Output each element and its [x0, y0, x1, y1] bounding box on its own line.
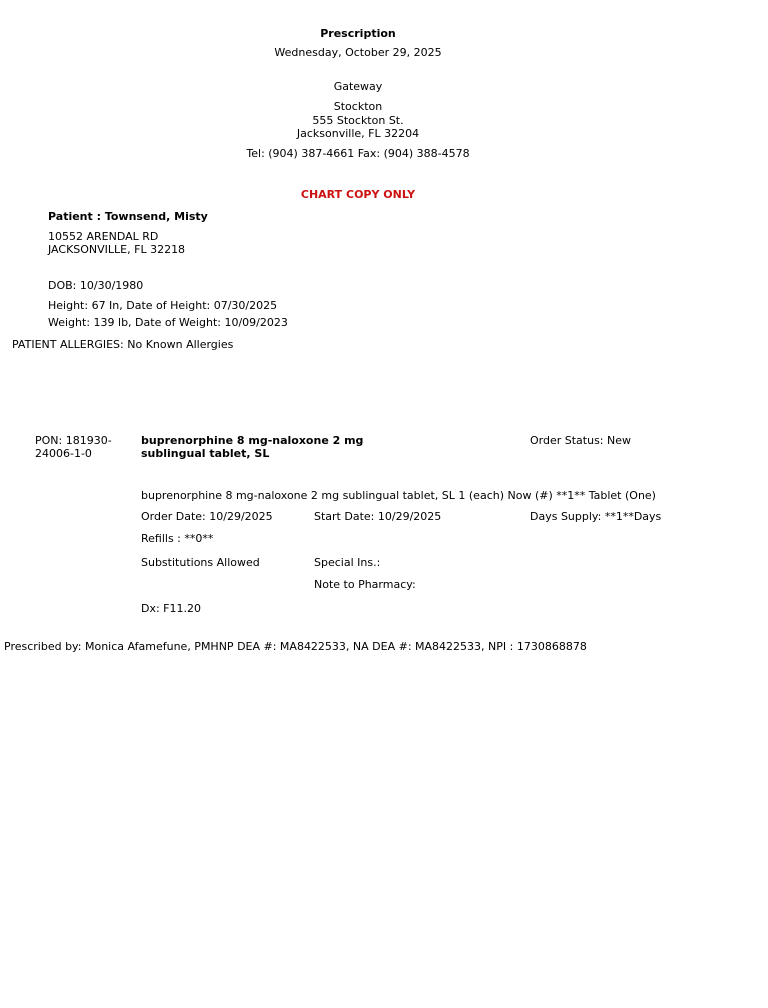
order-status: Order Status: New	[530, 434, 632, 447]
pon-number-line1: PON: 181930-	[35, 434, 112, 447]
diagnosis: Dx: F11.20	[141, 602, 202, 615]
patient-address-line2: JACKSONVILLE, FL 32218	[48, 243, 186, 256]
facility-phone: Tel: (904) 387-4661 Fax: (904) 388-4578	[246, 147, 470, 160]
patient-allergies: PATIENT ALLERGIES: No Known Allergies	[12, 338, 234, 351]
drug-name-line1: buprenorphine 8 mg-naloxone 2 mg	[141, 434, 364, 447]
patient-address-line1: 10552 ARENDAL RD	[48, 230, 159, 243]
substitutions: Substitutions Allowed	[141, 556, 260, 569]
document-date: Wednesday, October 29, 2025	[274, 46, 442, 59]
start-date: Start Date: 10/29/2025	[314, 510, 442, 523]
order-date: Order Date: 10/29/2025	[141, 510, 273, 523]
facility-street: 555 Stockton St.	[312, 114, 404, 127]
facility-city: Jacksonville, FL 32204	[296, 127, 420, 140]
patient-dob: DOB: 10/30/1980	[48, 279, 144, 292]
sig-text: buprenorphine 8 mg-naloxone 2 mg sublingual tablet, SL 1 (each) Now (#) **1** Tablet (One)	[141, 489, 656, 502]
patient-weight: Weight: 139 lb, Date of Weight: 10/09/2023	[48, 316, 288, 329]
refills: Refills : **0**	[141, 532, 214, 545]
note-to-pharmacy: Note to Pharmacy:	[314, 578, 416, 591]
pon-number-line2: 24006-1-0	[35, 447, 92, 460]
facility-location: Stockton	[333, 100, 383, 113]
drug-name-line2: sublingual tablet, SL	[141, 447, 270, 460]
patient-height: Height: 67 In, Date of Height: 07/30/2025	[48, 299, 278, 312]
facility-name: Gateway	[333, 80, 383, 93]
chart-copy-banner: CHART COPY ONLY	[300, 188, 416, 201]
prescriber-info: Prescribed by: Monica Afamefune, PMHNP DEA #: MA8422533, NA DEA #: MA8422533, NPI : 1730868878	[4, 640, 587, 653]
patient-name: Patient : Townsend, Misty	[48, 210, 208, 223]
days-supply: Days Supply: **1**Days	[530, 510, 662, 523]
special-instructions: Special Ins.:	[314, 556, 381, 569]
document-title: Prescription	[320, 27, 396, 40]
